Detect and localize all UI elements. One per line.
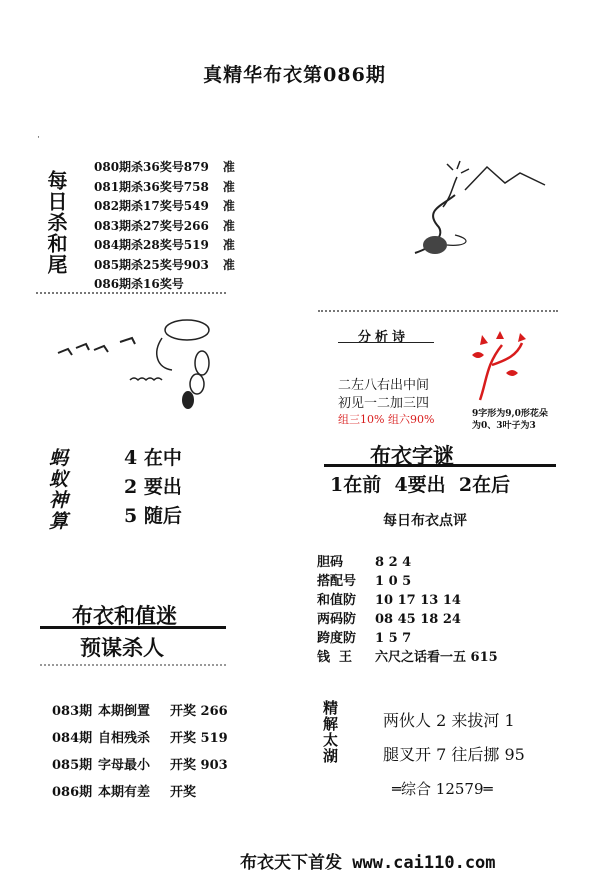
ant-heading: 蚂蚁神算 — [46, 448, 68, 532]
sum-riddle-subheading: 预谋杀人 — [80, 635, 164, 660]
stats-list — [317, 553, 498, 667]
page-title: 真精华布衣第086期 — [203, 64, 386, 86]
mountain-sketch — [395, 155, 555, 265]
poem-note-1: 9字形为9,0形花朵 — [472, 409, 548, 419]
list-item: 084期 自相残杀 开奖 519 — [52, 731, 228, 746]
dotted-divider — [40, 664, 226, 666]
list-item: 083期杀27奖号266 准 — [94, 218, 235, 233]
list-item: 跨度防 1 5 7 — [317, 631, 412, 646]
ant-sketch — [52, 308, 237, 418]
ant-line-3: 5 随后 — [124, 505, 182, 527]
heading-rule — [324, 464, 556, 467]
poem-line-2: 初见一二加三四 — [338, 396, 430, 411]
list-item: 086期杀16奖号 — [94, 277, 184, 291]
list-item: 086期 本期有差 开奖 — [52, 785, 197, 800]
footer-text: 布衣天下首发 www.cai110.com — [240, 853, 496, 873]
underline — [338, 342, 434, 343]
list-item: 085期 字母最小 开奖 903 — [52, 758, 228, 773]
lake-line-2: 腿叉开 7 往后挪 95 — [383, 745, 525, 764]
flower-branch-icon — [462, 325, 547, 405]
heading-rule — [40, 626, 226, 629]
list-item: 胆码 8 2 4 — [317, 555, 412, 570]
list-item: 和值防 10 17 13 14 — [317, 593, 461, 608]
kill-list — [94, 158, 235, 295]
list-item: 两码防 08 45 18 24 — [317, 612, 461, 627]
sum-riddle-heading: 布衣和值迷 — [72, 603, 177, 628]
riddle-sub: 每日布衣点评 — [383, 513, 467, 529]
list-item: 085期杀25奖号903 准 — [94, 257, 235, 272]
list-item: 084期杀28奖号519 准 — [94, 238, 235, 252]
lake-heading: 精解太湖 — [321, 700, 339, 764]
lake-line-1: 两伙人 2 来拔河 1 — [383, 711, 515, 730]
list-item: 钱 王 六尺之话看一五 615 — [317, 650, 498, 665]
poem-heading: 分析诗 — [358, 330, 410, 345]
list-item: 083期 本期倒置 开奖 266 — [52, 704, 228, 719]
mark-dot: ˙ — [36, 136, 41, 147]
riddle-heading: 布衣字谜 — [370, 443, 454, 468]
ant-line-1: 4 在中 — [124, 447, 182, 469]
daily-kill-heading: 每日杀和尾 — [44, 170, 68, 275]
dotted-divider — [318, 310, 558, 312]
list-item: 081期杀36奖号758 准 — [94, 179, 235, 194]
poem-note-2: 为0、3叶子为3 — [472, 421, 536, 431]
list-item: 080期杀36奖号879 准 — [94, 160, 235, 174]
riddle-line: 1在前 4要出 2在后 — [330, 474, 511, 496]
list-item: 搭配号 1 0 5 — [317, 574, 412, 589]
list-item: 082期杀17奖号549 准 — [94, 199, 235, 213]
ant-line-2: 2 要出 — [124, 476, 182, 498]
combo-b: 组六90% — [388, 413, 435, 426]
lake-combo: ═综合 12579═ — [392, 780, 493, 798]
poem-line-1: 二左八右出中间 — [338, 378, 430, 393]
periods-list — [52, 700, 228, 808]
combo-a: 组三10% — [338, 413, 385, 426]
